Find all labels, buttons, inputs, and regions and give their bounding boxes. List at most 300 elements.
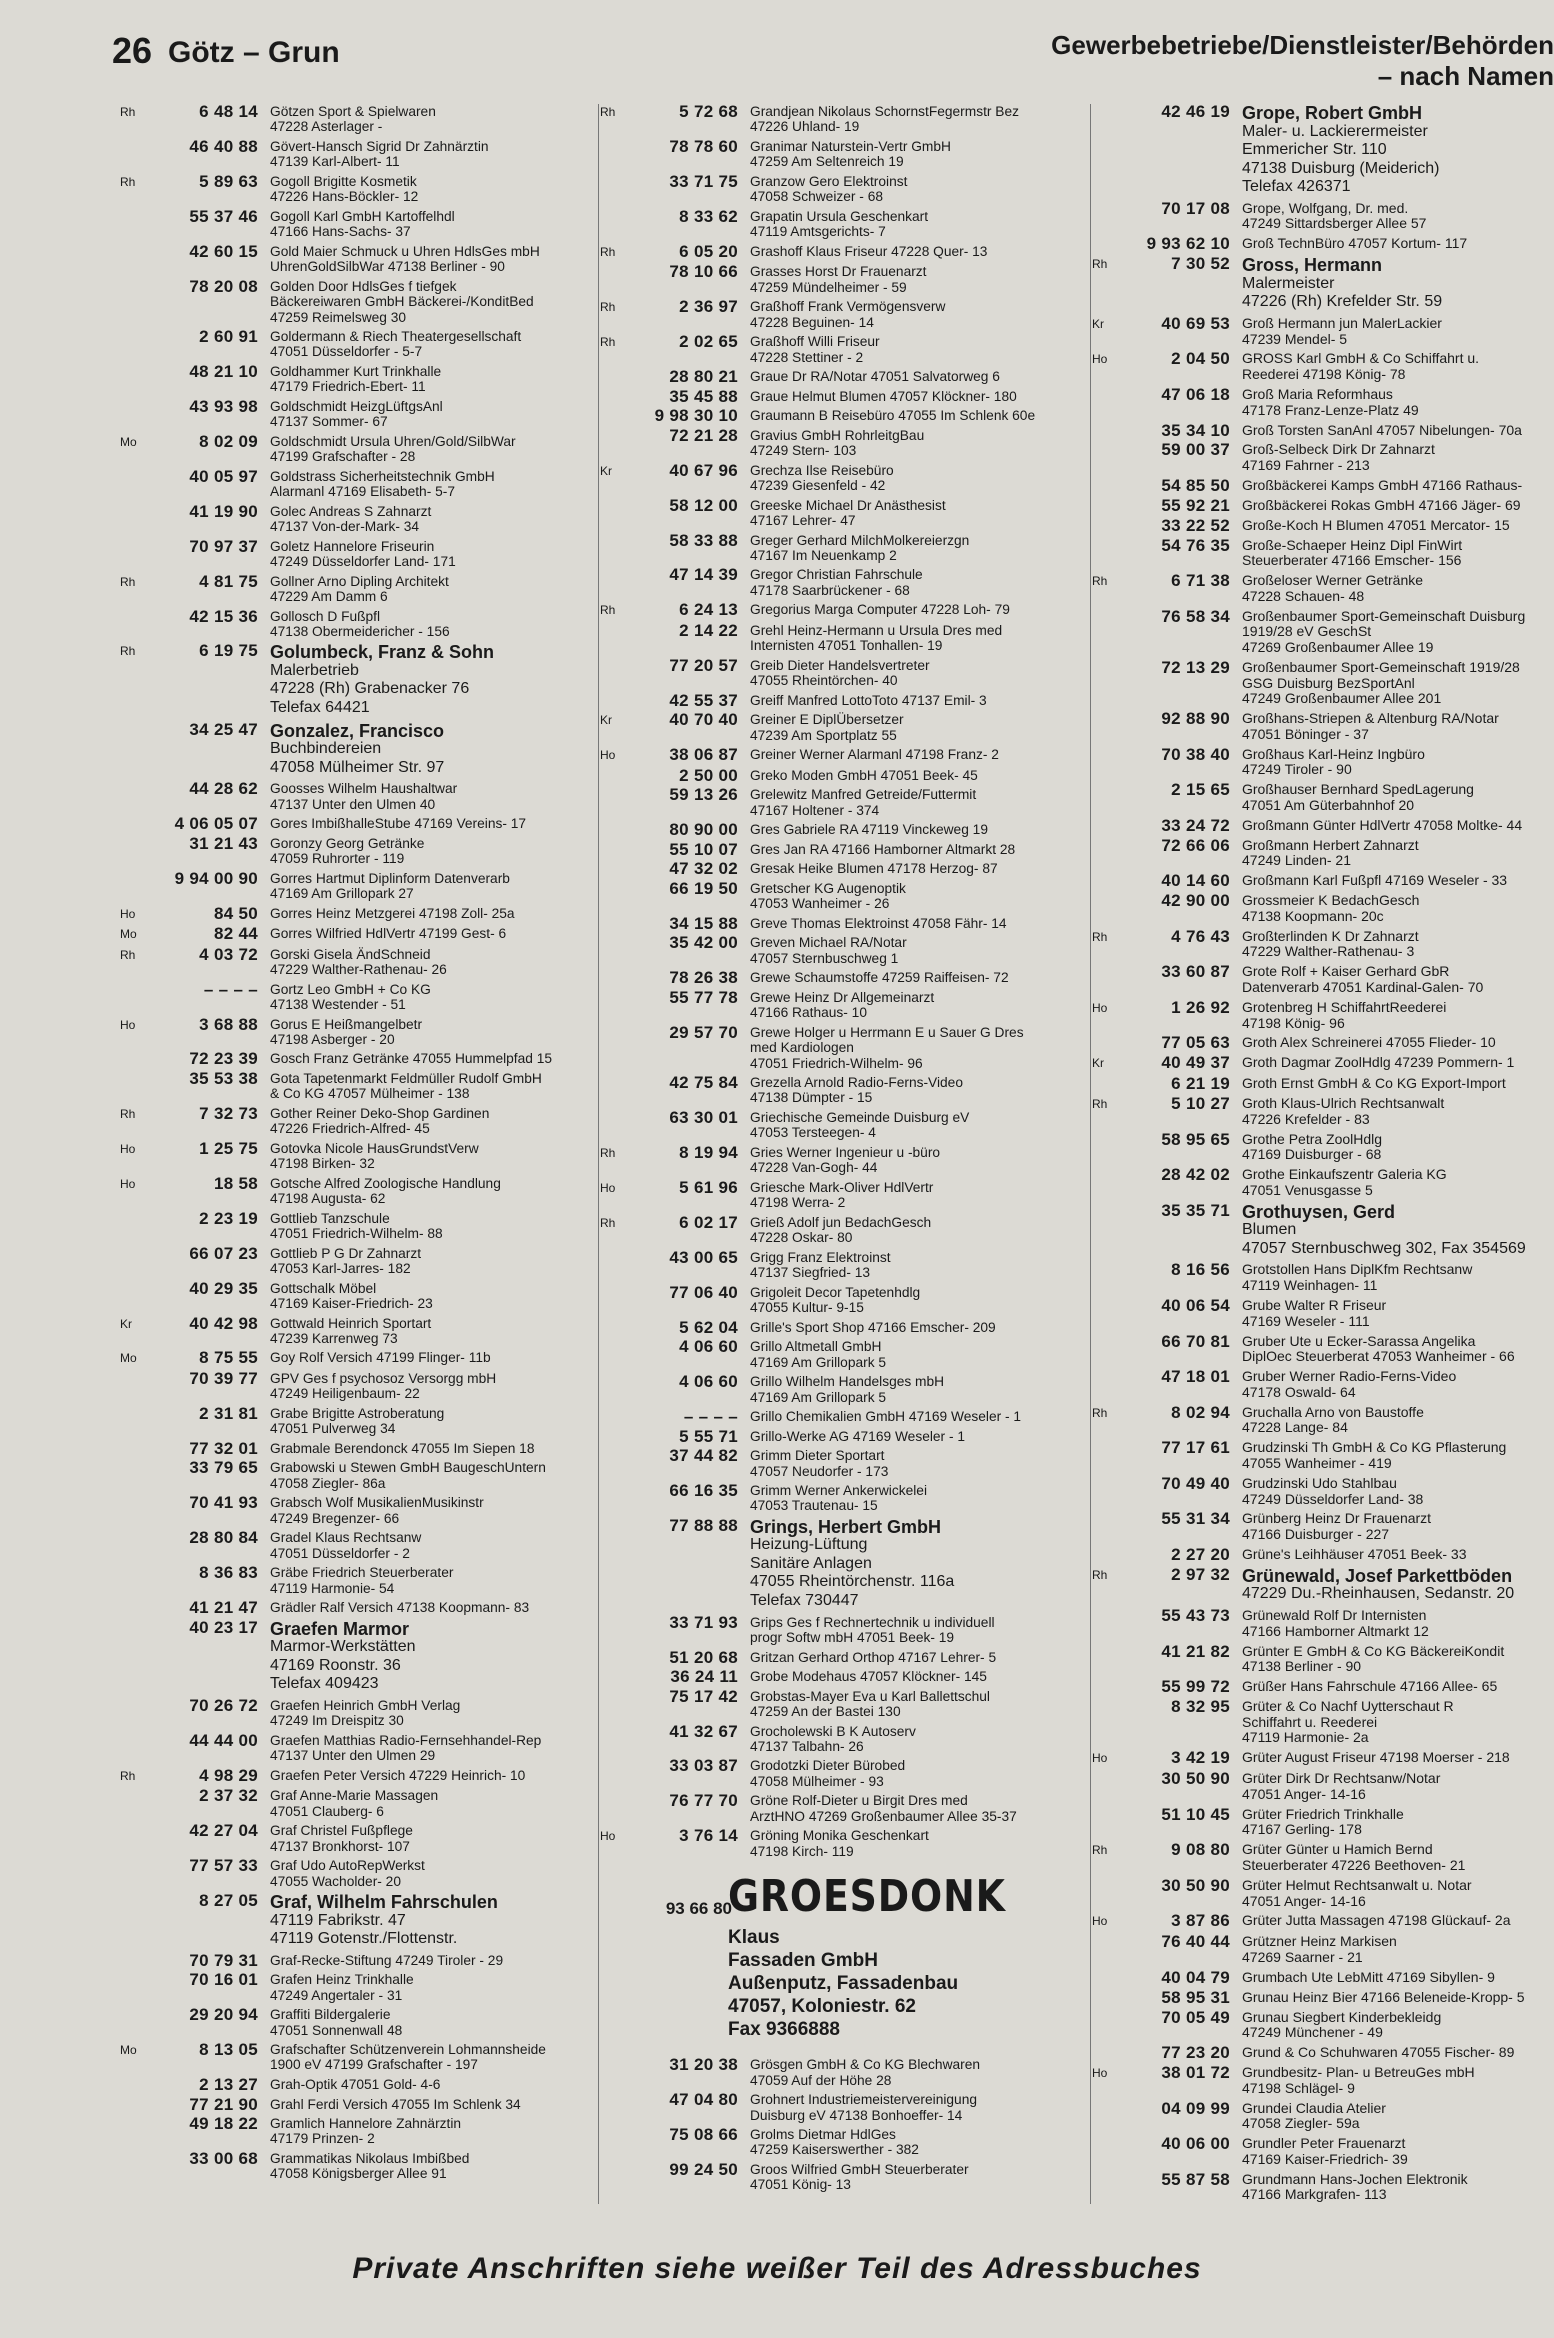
entry-text: Goldhammer Kurt Trinkhalle 47179 Friedrich-Ebert- 11	[270, 363, 442, 395]
district-code	[120, 1051, 148, 1066]
phone-number: 4 03 72	[199, 944, 258, 964]
phone-number: 6 71 38	[1171, 571, 1230, 591]
district-code	[120, 1460, 148, 1491]
entry-text: Grädler Ralf Versich 47138 Koopmann- 83	[270, 1600, 530, 1616]
entry-text: Greib Dieter Handelsvertreter 47055 Rheintörchen- 40	[750, 657, 930, 689]
district-code: Ho	[1092, 352, 1108, 367]
phone-number: 2 50 00	[679, 765, 738, 785]
district-code	[1092, 1511, 1120, 1542]
directory-entry	[600, 1282, 1090, 1316]
entry-text: Gortz Leo GmbH + Co KG 47138 Westender - 51	[270, 981, 431, 1012]
district-code: Rh	[1092, 929, 1108, 944]
phone-number: 43 93 98	[189, 396, 258, 416]
district-code	[600, 1650, 628, 1665]
entry-text: Grumbach Ute LebMitt 47169 Sibyllen- 9	[1242, 1968, 1495, 1985]
page-header	[0, 0, 1554, 100]
entry-text: Grabsch Wolf MusikalienMusikinstr 47249 Bregenzer- 66	[270, 1495, 484, 1526]
directory-entry	[600, 935, 1090, 966]
directory-entry	[1092, 2065, 1554, 2096]
phone-number: 4 06 60	[679, 1337, 738, 1357]
directory-entry	[600, 406, 1090, 426]
directory-entry	[1092, 2007, 1554, 2041]
entry-text: Gross, Hermann Malermeister 47226 (Rh) Krefelder Str. 59	[1242, 255, 1443, 311]
phone-number: 4 76 43	[1171, 926, 1230, 946]
entry-text: Grundler Peter Frauenarzt 47169 Kaiser-Friedrich- 39	[1242, 2135, 1408, 2167]
entry-text: Grewe Heinz Dr Allgemeinarzt 47166 Rathaus- 10	[750, 989, 935, 1021]
district-code	[600, 935, 628, 966]
entry-text: Gries Werner Ingenieur u -büro 47228 Van-Gogh- 44	[750, 1144, 941, 1176]
phone-number: 35 34 10	[1161, 420, 1230, 440]
directory-entry	[120, 1403, 598, 1437]
entry-text: Gräbe Friedrich Steuerberater 47119 Harmonie- 54	[270, 1565, 454, 1596]
district-code	[1092, 518, 1120, 534]
ad-line: Klaus	[728, 1927, 780, 1949]
directory-entry	[600, 1721, 1090, 1755]
entry-text: Gottlieb P G Dr Zahnarzt 47053 Karl-Jarres- 182	[270, 1245, 422, 1277]
directory-entry	[1092, 1055, 1554, 1072]
district-code	[600, 842, 628, 857]
district-code	[600, 533, 628, 564]
district-code: Ho	[600, 1829, 616, 1844]
directory-entry	[600, 530, 1090, 564]
directory-entry	[120, 1438, 598, 1458]
directory-entry	[1092, 815, 1554, 835]
entry-text: Grezella Arnold Radio-Ferns-Video 47138 Dümpter - 15	[750, 1075, 963, 1106]
entry-text: Grundmann Hans-Jochen Elektronik 47166 Markgrafen- 113	[1242, 2170, 1468, 2203]
directory-entry	[600, 264, 1090, 295]
phone-number: 49 18 22	[189, 2114, 258, 2134]
directory-entry	[600, 1212, 1090, 1246]
district-code: Ho	[120, 1141, 136, 1156]
phone-number: 36 24 11	[670, 1667, 738, 1687]
directory-entry	[120, 814, 598, 834]
entry-text: Grehl Heinz-Hermann u Ursula Dres med Internisten 47051 Tonhallen- 19	[750, 622, 1003, 654]
section-title	[934, 30, 1554, 92]
phone-number: 42 15 36	[189, 606, 258, 626]
entry-text: Golec Andreas S Zahnarzt 47137 Von-der-Mark- 34	[270, 503, 432, 535]
phone-number: 47 04 80	[669, 2090, 738, 2110]
directory-entry	[120, 1313, 598, 1347]
phone-number: 40 06 54	[1161, 1296, 1230, 1315]
entry-text: Grothe Petra ZoolHdlg 47169 Duisburger - 68	[1242, 1130, 1383, 1163]
phone-number: 6 24 13	[679, 600, 738, 620]
phone-number: 28 80 84	[189, 1528, 258, 1548]
phone-number: 33 71 93	[669, 1612, 738, 1632]
entry-text: Gogoll Karl GmbH Kartoffelhdl 47166 Hans-Sachs- 37	[270, 208, 455, 240]
phone-number: 77 05 63	[1161, 1033, 1230, 1053]
phone-number: 9 98 30 10	[654, 406, 738, 426]
district-code: Kr	[600, 713, 612, 728]
entry-text: Gold Maier Schmuck u Uhren HdlsGes mbH UhrenGoldSilbWar 47138 Berliner - 90	[270, 243, 540, 275]
phone-number: 2 02 65	[679, 332, 738, 352]
phone-number: 8 16 56	[1171, 1260, 1230, 1280]
district-code	[120, 2116, 148, 2147]
entry-text: Gosch Franz Getränke 47055 Hummelpfad 15	[270, 1051, 553, 1067]
district-code	[120, 1246, 148, 1277]
phone-number: 47 32 02	[669, 859, 738, 879]
district-code	[1092, 1076, 1120, 1092]
entry-text: Grudzinski Udo Stahlbau 47249 Düsseldorfer Land- 38	[1242, 1474, 1424, 1507]
entry-text: Graefen Marmor Marmor-Werkstätten 47169 Roonstr. 36 Telefax 409423	[270, 1618, 416, 1693]
phone-number: 9 08 80	[1171, 1840, 1230, 1860]
district-code	[1092, 893, 1120, 924]
entry-text: Golumbeck, Franz & Sohn Malerbetrieb 47228 (Rh) Grabenacker 76 Telefax 64421	[270, 642, 495, 716]
phone-number: 5 10 27	[1171, 1094, 1230, 1114]
directory-entry	[600, 913, 1090, 933]
page-number: 26	[112, 30, 153, 71]
phone-number: 77 21 90	[189, 2094, 258, 2114]
entry-text: Greiner Werner Alarmanl 47198 Franz- 2	[750, 747, 999, 763]
phone-number: 55 92 21	[1161, 495, 1230, 515]
entry-text: Goldstrass Sicherheitstechnik GmbH Alarmanl 47169 Elisabeth- 5-7	[270, 468, 495, 500]
directory-entry	[1092, 1913, 1554, 1930]
directory-entry	[600, 690, 1090, 710]
directory-entry	[1092, 1967, 1554, 1987]
directory-entry	[600, 1793, 1090, 1824]
directory-entry	[120, 2007, 598, 2038]
phone-number: 30 50 90	[1161, 1875, 1230, 1895]
district-code	[120, 1441, 148, 1456]
directory-entry	[120, 1278, 598, 1312]
phone-number: 48 21 10	[189, 361, 258, 381]
entry-text: Graefen Matthias Radio-Fernsehhandel-Rep 47137 Unter den Ulmen 29	[270, 1732, 542, 1764]
directory-entry	[600, 206, 1090, 240]
phone-number: 51 10 45	[1161, 1804, 1230, 1824]
district-code	[1092, 2010, 1120, 2041]
district-code	[600, 1250, 628, 1281]
district-code: Mo	[120, 927, 137, 942]
phone-number: 41 19 90	[189, 501, 258, 521]
entry-text: Gorres Hartmut Diplinform Datenverarb 47169 Am Grillopark 27	[270, 870, 510, 902]
phone-number: 38 06 87	[669, 745, 738, 765]
district-code	[600, 822, 628, 837]
entry-text: Grewe Schaumstoffe 47259 Raiffeisen- 72	[750, 970, 1009, 986]
phone-number: 77 23 20	[1161, 2043, 1230, 2063]
directory-entry	[600, 1374, 1090, 1405]
district-code	[1092, 838, 1120, 869]
phone-number: 58 33 88	[669, 530, 738, 550]
directory-entry	[1092, 420, 1554, 440]
ad-line: 47057, Koloniestr. 62	[728, 1996, 916, 2018]
directory-entry	[600, 1177, 1090, 1211]
entry-text: Grüter Jutta Massagen 47198 Glückauf- 2a	[1242, 1912, 1511, 1929]
directory-entry	[600, 1483, 1090, 1514]
directory-entry	[120, 1893, 598, 1949]
district-code	[600, 787, 628, 818]
directory-entry	[1092, 1129, 1554, 1163]
entry-text: Grocholewski B K Autoserv 47137 Talbahn- 26	[750, 1723, 916, 1754]
entry-text: Großmann Günter HdlVertr 47058 Moltke- 44	[1242, 816, 1523, 833]
district-code	[600, 428, 628, 459]
district-code	[120, 871, 148, 902]
district-code	[1092, 1644, 1120, 1675]
district-code: Rh	[120, 1768, 136, 1783]
district-code	[120, 2151, 148, 2182]
district-code	[600, 916, 628, 931]
district-code	[1092, 478, 1120, 494]
directory-entry	[1092, 1096, 1554, 1127]
district-code	[1092, 1807, 1120, 1838]
district-code	[120, 1406, 148, 1437]
phone-number: 44 44 00	[189, 1730, 258, 1750]
directory-entry	[120, 241, 598, 275]
phone-number: 2 13 27	[199, 2075, 258, 2094]
directory-entry	[1092, 835, 1554, 869]
phone-number: 77 06 40	[669, 1282, 738, 1302]
section-title-line1: Gewerbebetriebe/Dienstleister/Behörden	[1051, 30, 1554, 60]
directory-entry	[120, 1049, 598, 1069]
district-code	[1092, 1679, 1120, 1695]
district-code	[600, 1025, 628, 1071]
directory-entry	[1092, 1564, 1554, 1604]
phone-number: 66 19 50	[669, 878, 738, 898]
phone-number: 9 93 62 10	[1146, 234, 1230, 254]
entry-text: Grüter Günter u Hamich Bernd Steuerberater 47226 Beethoven- 21	[1242, 1841, 1466, 1873]
district-code	[1092, 1440, 1120, 1471]
district-code	[120, 1600, 148, 1615]
district-code	[1092, 1369, 1120, 1400]
directory-entry	[120, 1617, 598, 1694]
district-code	[120, 816, 148, 831]
phone-number: 75 08 66	[669, 2125, 738, 2145]
directory-entry	[1092, 711, 1554, 742]
phone-number: 2 27 20	[1171, 1544, 1230, 1564]
entry-text: Grünberg Heinz Dr Frauenarzt 47166 Duisburger - 227	[1242, 1510, 1432, 1543]
district-code	[1092, 1203, 1120, 1259]
directory-entry	[1092, 495, 1554, 515]
phone-number: 72 66 06	[1161, 835, 1230, 855]
phone-number: 70 26 72	[189, 1695, 258, 1715]
entry-text: Großenbaumer Sport-Gemeinschaft Duisburg 1919/28 eV GeschSt 47269 Großenbaumer Allee 19	[1242, 607, 1526, 656]
entry-text: Gollner Arno Dipling Architekt 47229 Am Damm 6	[270, 573, 449, 604]
directory-entry	[1092, 1679, 1554, 1695]
phone-number: 42 27 04	[189, 1821, 258, 1841]
district-code	[600, 861, 628, 876]
entry-text: Grothuysen, Gerd Blumen 47057 Sternbuschweg 302, Fax 354569	[1242, 1201, 1526, 1257]
phone-number: 72 21 28	[669, 425, 738, 445]
directory-entry	[600, 820, 1090, 840]
phone-number: 28 80 21	[669, 367, 738, 387]
district-code	[120, 244, 148, 275]
district-code	[1092, 2172, 1120, 2203]
district-code	[120, 836, 148, 867]
district-code	[120, 609, 148, 640]
phone-number: 6 19 75	[199, 641, 258, 661]
directory-entry	[1092, 475, 1554, 495]
district-code	[600, 174, 628, 205]
entry-text: Grotenbreg H SchiffahrtReederei 47198 König- 96	[1242, 998, 1447, 1031]
phone-number: 41 21 82	[1161, 1641, 1230, 1661]
directory-entry	[600, 839, 1090, 859]
phone-number: 4 06 05 07	[174, 814, 258, 834]
phone-number: 55 87 58	[1161, 2169, 1230, 2189]
entry-text: Großmann Karl Fußpfl 47169 Weseler - 33	[1242, 872, 1508, 889]
phone-number: 9 94 00 90	[174, 868, 258, 888]
directory-entry	[120, 536, 598, 570]
directory-entry	[120, 361, 598, 395]
entry-text: Grabowski u Stewen GmbH BaugeschUntern 47058 Ziegler- 86a	[270, 1460, 546, 1491]
district-code	[1092, 1298, 1120, 1329]
directory-entry	[120, 2151, 598, 2182]
directory-entry	[600, 878, 1090, 912]
district-code	[600, 768, 628, 783]
entry-text: Grips Ges f Rechnertechnik u individuell progr Softw mbH 47051 Beek- 19	[750, 1614, 995, 1645]
directory-entry	[120, 2116, 598, 2147]
entry-text: Groß Hermann jun MalerLackier 47239 Mendel- 5	[1242, 314, 1442, 347]
phone-number: 82 44	[213, 924, 258, 944]
entry-text: Groth Dagmar ZoolHdlg 47239 Pommern- 1	[1242, 1054, 1515, 1071]
district-code: Rh	[600, 244, 616, 259]
phone-number: 70 17 08	[1161, 198, 1230, 218]
district-code	[600, 693, 628, 708]
phone-number: 33 03 87	[669, 1756, 738, 1776]
directory-entry	[1092, 236, 1554, 252]
directory-entry	[120, 1950, 598, 1970]
directory-entry	[1092, 1200, 1554, 1259]
entry-text: Gravius GmbH RohrleitgBau 47249 Stern- 103	[750, 427, 925, 459]
directory-entry	[1092, 351, 1554, 382]
directory-entry	[600, 1075, 1090, 1106]
directory-entry	[120, 571, 598, 605]
phone-number: 40 67 96	[669, 460, 738, 480]
directory-entry	[120, 926, 598, 942]
directory-entry	[600, 1247, 1090, 1281]
phone-number: 76 58 34	[1161, 606, 1230, 626]
phone-number: 7 30 52	[1171, 254, 1230, 274]
phone-number: 33 24 72	[1161, 815, 1230, 835]
entry-text: Großbäckerei Rokas GmbH 47166 Jäger- 69	[1242, 496, 1521, 513]
entry-text: Großbäckerei Kamps GmbH 47166 Rathaus-	[1242, 476, 1523, 493]
entry-text: Goldschmidt HeizgLüftgsAnl 47137 Sommer- 67	[270, 398, 443, 430]
phone-number: 55 31 34	[1161, 1509, 1230, 1529]
district-code: Rh	[600, 1215, 616, 1230]
directory-entry	[600, 460, 1090, 494]
directory-entry	[600, 1407, 1090, 1427]
directory-entry	[120, 1173, 598, 1207]
district-code	[1092, 1547, 1120, 1563]
phone-number: 42 60 15	[189, 241, 258, 261]
phone-number: 59 00 37	[1161, 440, 1230, 460]
phone-number: 77 17 61	[1161, 1438, 1230, 1458]
entry-text: Großhauser Bernhard SpedLagerung 47051 Am Güterbahnhof 20	[1242, 781, 1474, 813]
district-code	[120, 329, 148, 360]
entry-text: Grille's Sport Shop 47166 Emscher- 209	[750, 1319, 996, 1335]
entry-text: Granzow Gero Elektroinst 47058 Schweizer - 68	[750, 173, 908, 205]
entry-text: Graue Helmut Blumen 47057 Klöckner- 180	[750, 388, 1017, 404]
entry-text: Großhaus Karl-Heinz Ingbüro 47249 Tiroler - 90	[1242, 745, 1425, 778]
directory-entry	[1092, 1875, 1554, 1909]
phone-number: 29 20 94	[189, 2005, 258, 2025]
directory-entry	[1092, 1641, 1554, 1675]
phone-number: 5 55 71	[679, 1426, 738, 1446]
entry-text: Gottschalk Möbel 47169 Kaiser-Friedrich- 23	[270, 1280, 433, 1311]
phone-number: 78 26 38	[669, 968, 738, 988]
directory-entry	[1092, 1804, 1554, 1838]
ad-phone-number: 93 66 80	[665, 1899, 732, 1919]
directory-entry	[1092, 384, 1554, 418]
phone-number: 38 01 72	[1161, 2063, 1230, 2082]
district-code	[1092, 1934, 1120, 1965]
entry-text: Gruber Werner Radio-Ferns-Video 47178 Oswald- 64	[1242, 1368, 1457, 1400]
entry-text: Grapatin Ursula Geschenkart 47119 Amtsgerichts- 7	[750, 208, 929, 240]
district-code	[600, 658, 628, 689]
phone-number: 34 25 47	[189, 719, 258, 739]
phone-number: 31 21 43	[189, 833, 258, 853]
directory-entry	[120, 1788, 598, 1819]
phone-number: 70 16 01	[189, 1970, 258, 1990]
entry-text: Grabmale Berendonck 47055 Im Siepen 18	[270, 1440, 535, 1456]
phone-number: 2 14 22	[679, 620, 738, 640]
directory-entry	[120, 1460, 598, 1491]
district-code	[120, 1565, 148, 1596]
district-code	[1092, 2101, 1120, 2132]
district-code	[1092, 1035, 1120, 1051]
district-code: Mo	[120, 1351, 137, 1366]
entry-text: Grund & Co Schuhwaren 47055 Fischer- 89	[1242, 2044, 1515, 2061]
phone-number: 59 13 26	[669, 785, 738, 805]
entry-text: Gritzan Gerhard Orthop 47167 Lehrer- 5	[750, 1649, 997, 1665]
district-code	[600, 498, 628, 529]
district-code	[1092, 442, 1120, 473]
directory-entry	[1092, 1076, 1554, 1092]
entry-text: Grobe Modehaus 47057 Klöckner- 145	[750, 1669, 987, 1685]
entry-text: Groß TechnBüro 47057 Kortum- 117	[1242, 235, 1468, 252]
phone-number: 70 39 77	[189, 1369, 258, 1388]
district-code: Ho	[1092, 2066, 1108, 2080]
district-code	[600, 1724, 628, 1755]
directory-entry	[1092, 1750, 1554, 1767]
phone-number: 58 12 00	[669, 495, 738, 515]
phone-number: 78 10 66	[669, 262, 738, 282]
directory-entry	[600, 1426, 1090, 1446]
directory-entry	[1092, 1035, 1554, 1051]
directory-entry	[120, 1103, 598, 1137]
phone-number: 55 43 73	[1161, 1606, 1230, 1625]
phone-number: 55 77 78	[669, 987, 738, 1007]
entry-text: Grafschafter Schützenverein Lohmannsheide 1900 eV 47199 Grafschafter - 197	[270, 2042, 546, 2073]
directory-entry	[120, 276, 598, 325]
district-code	[600, 1429, 628, 1444]
entry-text: Grunau Siegbert Kinderbekleidg 47249 Münchener - 49	[1242, 2008, 1442, 2041]
entry-text: Grillo-Werke AG 47169 Weseler - 1	[750, 1428, 965, 1444]
phone-number: 77 88 88	[669, 1515, 738, 1535]
district-code	[1092, 538, 1120, 569]
directory-entry	[1092, 1511, 1554, 1542]
directory-entry	[1092, 104, 1554, 197]
phone-number: 5 61 96	[679, 1177, 738, 1197]
entry-text: Golden Door HdlsGes f tiefgek Bäckereiwaren GmbH Bäckerei-/KonditBed 47259 Reimelsweg 30	[270, 278, 534, 325]
entry-text: Greiff Manfred LottoToto 47137 Emil- 3	[750, 692, 987, 708]
entry-text: Griesche Mark-Oliver HdlVertr 47198 Werra- 2	[750, 1179, 934, 1211]
directory-entry	[600, 655, 1090, 689]
directory-entry	[120, 1530, 598, 1561]
phone-number: 8 19 94	[679, 1142, 738, 1162]
directory-entry	[600, 1448, 1090, 1479]
entry-text: Grünewald Rolf Dr Internisten 47166 Hamborner Altmarkt 12	[1242, 1607, 1429, 1639]
entry-text: Grigoleit Decor Tapetenhdlg 47055 Kultur- 9-15	[750, 1284, 921, 1316]
directory-entry	[600, 299, 1090, 330]
phone-number: 77 32 01	[189, 1438, 258, 1458]
entry-text: Grüter Dirk Dr Rechtsanw/Notar 47051 Anger- 14-16	[1242, 1770, 1441, 1802]
entry-text: Gövert-Hansch Sigrid Dr Zahnärztin 47139 Karl-Albert- 11	[270, 138, 489, 170]
entry-text: Goy Rolf Versich 47199 Flinger- 11b	[270, 1350, 491, 1366]
phone-number: 40 49 37	[1161, 1053, 1230, 1073]
district-code	[600, 408, 628, 423]
entry-text: Grothe Einkaufszentr Galeria KG 47051 Venusgasse 5	[1242, 1166, 1447, 1198]
entry-text: Großeloser Werner Getränke 47228 Schauen- 48	[1242, 572, 1424, 604]
phone-number: 77 20 57	[669, 655, 738, 675]
entry-text: Graf Udo AutoRepWerkst 47055 Wacholder- 20	[270, 1858, 425, 1889]
